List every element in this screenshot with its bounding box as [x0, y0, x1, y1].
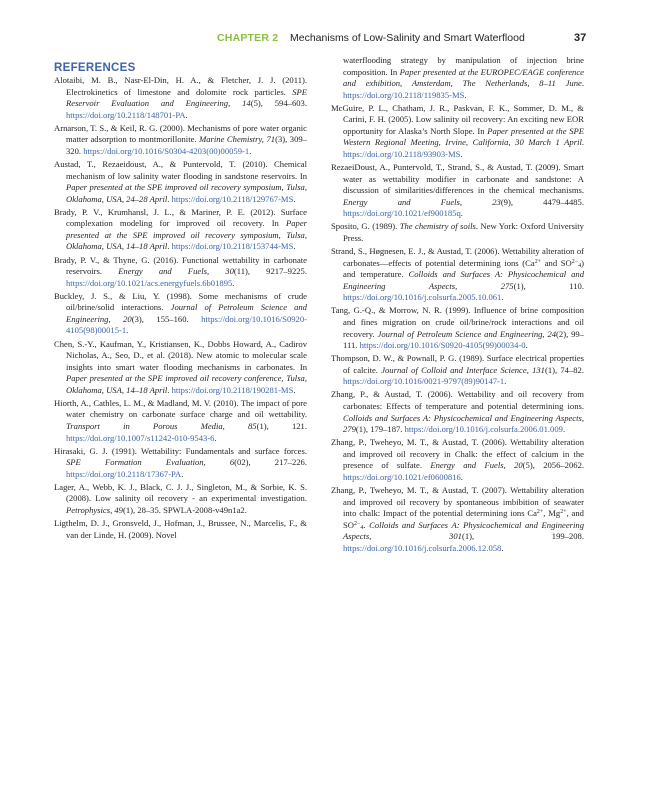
reference-entry: Tang, G.-Q., & Morrow, N. R. (1999). Influence of brine composition and fines migration on crude oil/brine/rock interactions and oil recovery. Journal of Petroleum Science and Engineering, 24(2), 99–111. https://doi.org/10.1016/S0920-4105(99)00034-0.	[331, 305, 584, 351]
doi-link[interactable]: https://doi.org/10.1016/j.colsurfa.2006.01.009	[404, 424, 563, 435]
reference-entry: Chen, S.-Y., Kaufman, Y., Kristiansen, K., Dobbs Howard, A., Cadirov Nicholas, A., Seo, D., et al. (2018). New atomic to molecular scale insights into smart water flooding mechanisms in carbonates. In Paper presented at the SPE improved oil recovery conference, Tulsa, Oklahoma, USA, 14–18 April. https://doi.org/10.2118/190281-MS.	[54, 338, 307, 395]
reference-entry: Alotaibi, M. B., Nasr-El-Din, H. A., & Fletcher, J. J. (2011). Electrokinetics of limestone and dolomite rock particles. SPE Reservoir Evaluation and Engineering, 14(5), 594–603. https://doi.org/10.2118/148701-PA.	[54, 75, 307, 120]
reference-entry: Hiorth, A., Cathles, L. M., & Madland, M. V. (2010). The impact of pore water chemistry on carbonate surface charge and oil wettability. Transport in Porous Media, 85(1), 121. https://doi.org/10.1007/s11242-010-9543-6.	[54, 397, 307, 443]
reference-entry: RezaeiDoust, A., Puntervold, T., Strand, S., & Austad, T. (2009). Smart water as wettability modifier in carbonate and sandstone: A discussion of similarities/differences in the chemical mechanisms. Energy and Fuels, 23(9), 4479–4485. https://doi.org/10.1021/ef900185q.	[331, 162, 584, 219]
doi-link[interactable]: https://doi.org/10.1016/0021-9797(89)90147-1	[343, 376, 505, 387]
doi-link[interactable]: https://doi.org/10.2118/93903-MS	[343, 148, 461, 159]
doi-link[interactable]: https://doi.org/10.2118/119835-MS	[343, 89, 465, 100]
reference-entry: McGuire, P. L., Chatham, J. R., Paskvan, F. K., Sommer, D. M., & Carini, F. H. (2005). Low salinity oil recovery: An exciting new EOR opportunity for Alaska’s North Slope. In Paper presented at the SPE Western Regional Meeting, Irvine, California, 30 March 1 April. https://doi.org/10.2118/93903-MS.	[331, 102, 584, 159]
reference-entry-continued: waterflooding strategy by manipulation of injection brine composition. In Paper presented at the EUROPEC/EAGE conference and exhibition, Amsterdam, The Netherlands, 8–11 June. https://doi.org/10.2118/119835-MS.	[343, 55, 584, 100]
references-left-column	[54, 75, 307, 543]
reference-entry: Strand, S., Høgnesen, E. J., & Austad, T. (2006). Wettability alteration of carbonates—effects of potential determining ions ($Ca^{2+}$ and $SO^{2-}_4$) and temperature. Colloids and Surfaces A: Physicochemical and Engineering Aspects, 275(1), 110. https://doi.org/10.1016/j.colsurfa.2005.10.061.	[331, 246, 584, 303]
doi-link[interactable]: https://doi.org/10.1007/s11242-010-9543-6	[66, 432, 215, 443]
page-number: 37	[574, 32, 587, 44]
reference-entry: Zhang, P., & Austad, T. (2006). Wettability and oil recovery from carbonates: Effects of temperature and potential determining ions. Colloids and Surfaces A: Physicochemical and Engineering Aspects, 279(1), 179–187. https://doi.org/10.1016/j.colsurfa.2006.01.009.	[331, 389, 584, 435]
reference-entry: Ligthelm, D. J., Gronsveld, J., Hofman, J., Brussee, N., Marcelis, F., & van der Linde, H. (2009). Novel	[54, 518, 307, 540]
reference-entry: Zhang, P., Tweheyo, M. T., & Austad, T. (2006). Wettability alteration and improved oil recovery in Chalk: the effect of calcium in the presence of sulfate. Energy and Fuels, 20(5), 2056–2062. https://doi.org/10.1021/ef0600816.	[331, 437, 585, 482]
reference-entry: Thompson, D. W., & Pownall, P. G. (1989). Surface electrical properties of calcite. Journal of Colloid and Interface Science, 131(1), 74–82. https://doi.org/10.1016/0021-9797(89)90147-1.	[331, 353, 585, 387]
reference-entry: Austad, T., Rezaeidoust, A., & Puntervold, T. (2010). Chemical mechanism of low salinity water flooding in sandstone reservoirs. In Paper presented at the SPE improved oil recovery symposium, Tulsa, Oklahoma, USA, 24–28 April. https://doi.org/10.2118/129767-MS.	[54, 159, 307, 204]
reference-entry: Buckley, J. S., & Liu, Y. (1998). Some mechanisms of crude oil/brine/solid interactions. Journal of Petroleum Science and Engineering, 20(3), 155–160. https://doi.org/10.1016/S0920-4105(98)00015-1.	[54, 290, 307, 336]
references-right-column	[331, 55, 584, 556]
chapter-title: Mechanisms of Low-Salinity and Smart Waterflood	[290, 32, 525, 44]
references-heading: REFERENCES	[54, 62, 136, 74]
doi-link[interactable]: https://doi.org/10.1016/S0920-4105(98)00015-1	[66, 313, 307, 336]
reference-entry: Arnarson, T. S., & Keil, R. G. (2000). Mechanisms of pore water organic matter adsorption to montmorillonite. Marine Chemistry, 71(3), 309–320. https://doi.org/10.1016/S0304-4203(00)00059-1.	[54, 122, 307, 156]
doi-link[interactable]: https://doi.org/10.2118/190281-MS	[171, 384, 294, 395]
reference-entry: Lager, A., Webb, K. J., Black, C. J. J., Singleton, M., & Sorbie, K. S. (2008). Low salinity oil recovery - an experimental investigation. Petrophysics, 49(1), 28–35. SPWLA-2008-v49n1a2.	[54, 481, 307, 516]
doi-link[interactable]: https://doi.org/10.2118/148701-PA	[66, 109, 186, 120]
doi-link[interactable]: https://doi.org/10.1021/ef900185q	[343, 208, 461, 219]
doi-link[interactable]: https://doi.org/10.2118/17367-PA	[66, 468, 182, 479]
doi-link[interactable]: https://doi.org/10.1016/S0920-4105(99)00034-0	[359, 340, 526, 351]
doi-link[interactable]: https://doi.org/10.2118/153744-MS	[171, 241, 294, 252]
reference-entry: Brady, P. V., Krumhansl, J. L., & Mariner, P. E. (2012). Surface complexation modeling for improved oil recovery. In Paper presented at the SPE improved oil recovery symposium, Tulsa, Oklahoma, USA, 14–18 April. https://doi.org/10.2118/153744-MS.	[54, 206, 307, 252]
doi-link[interactable]: https://doi.org/10.1016/j.colsurfa.2005.10.061	[343, 292, 502, 303]
reference-entry: Sposito, G. (1989). The chemistry of soils. New York: Oxford University Press.	[331, 221, 584, 243]
doi-link[interactable]: https://doi.org/10.1021/ef0600816	[343, 471, 461, 482]
reference-entry: Zhang, P., Tweheyo, M. T., & Austad, T. (2007). Wettability alteration and improved oil recovery by spontaneous imbibition of seawater into chalk: Impact of the potential determining ions $Ca^{2+}$, $Mg^{2+}$, and $SO^{2-}_4$. Colloids and Surfaces A: Physicochemical and Engineering Aspects, 301(1), 199–208. https://doi.org/10.1016/j.colsurfa.2006.12.058.	[331, 485, 584, 553]
running-header	[0, 32, 648, 48]
chapter-label: CHAPTER 2	[217, 32, 279, 44]
doi-link[interactable]: https://doi.org/10.2118/129767-MS	[171, 193, 294, 204]
doi-link[interactable]: https://doi.org/10.1016/S0304-4203(00)00059-1	[83, 145, 250, 156]
doi-link[interactable]: https://doi.org/10.1021/acs.energyfuels.6b01895	[66, 277, 233, 288]
reference-entry: Brady, P. V., & Thyne, G. (2016). Functional wettability in carbonate reservoirs. Energy and Fuels, 30(11), 9217–9225. https://doi.org/10.1021/acs.energyfuels.6b01895.	[54, 254, 307, 288]
reference-entry: Hirasaki, G. J. (1991). Wettability: Fundamentals and surface forces. SPE Formation Evaluation, 6(02), 217–226. https://doi.org/10.2118/17367-PA.	[54, 445, 307, 479]
doi-link[interactable]: https://doi.org/10.1016/j.colsurfa.2006.12.058	[343, 542, 502, 553]
